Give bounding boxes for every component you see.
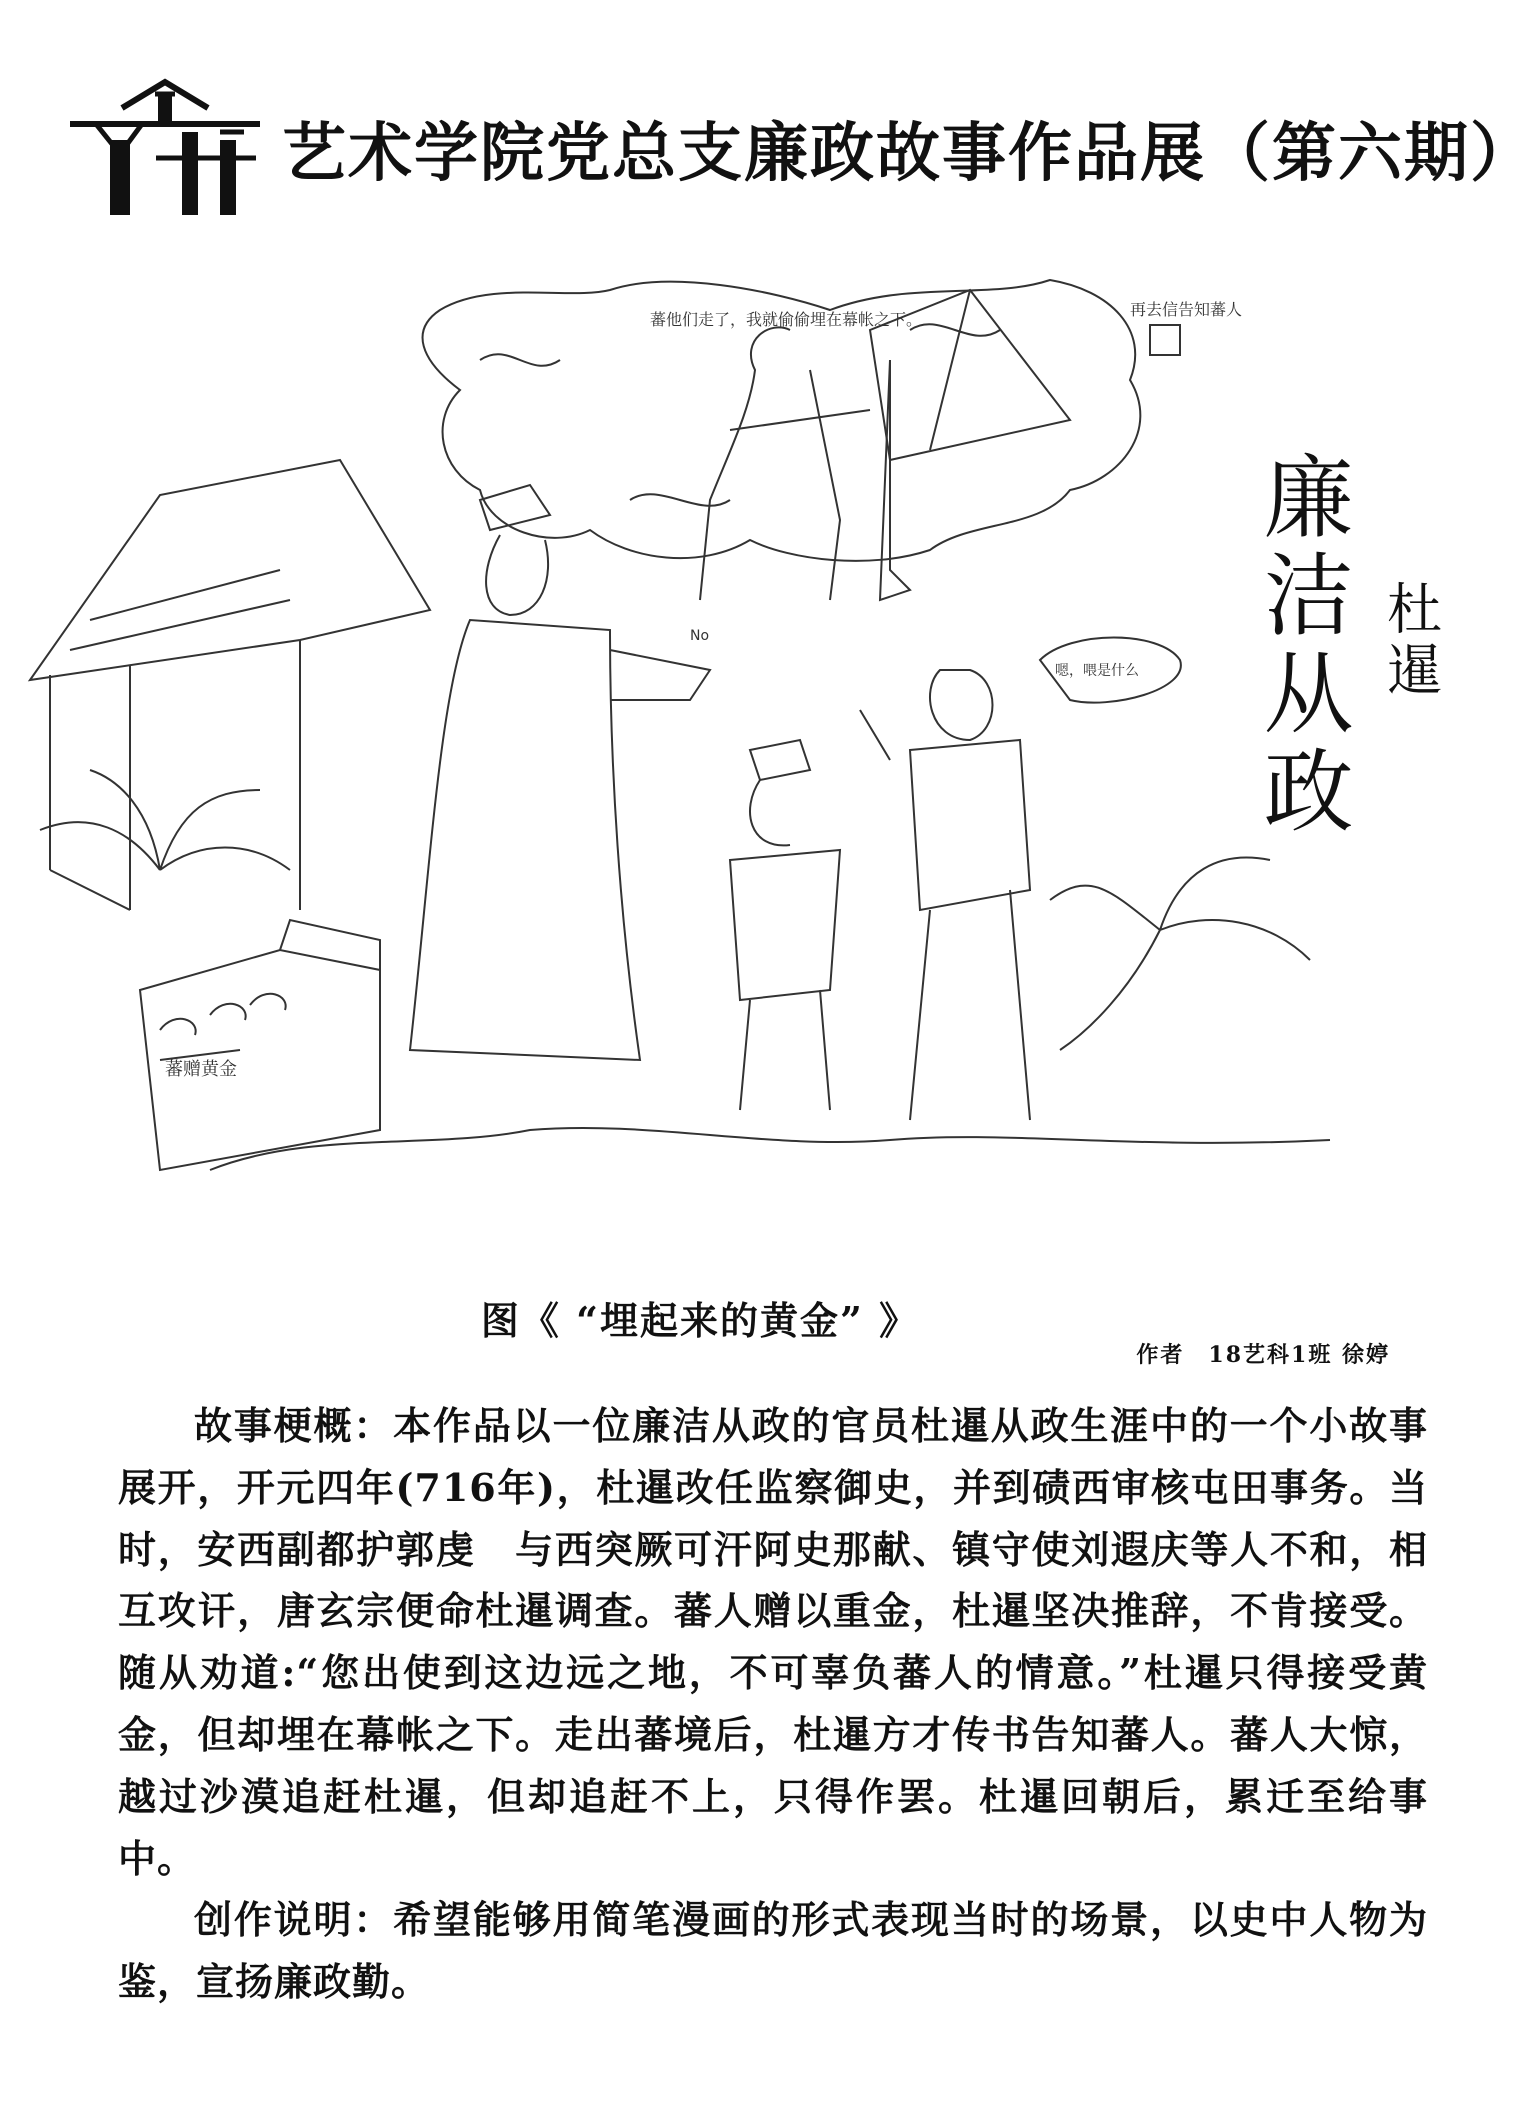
speech-top-right: 再去信告知蕃人 bbox=[1130, 300, 1243, 319]
sketch-illustration bbox=[10, 270, 1442, 1255]
house bbox=[30, 460, 430, 910]
chest-label: 蕃赠黄金 bbox=[165, 1059, 237, 1080]
soldier-with-shovel bbox=[700, 327, 910, 600]
figure-title: 图《 “埋起来的黄金” 》 bbox=[480, 1298, 920, 1343]
figure-author: 作者 18艺科1班 徐婷 bbox=[1136, 1342, 1390, 1368]
story-summary: 故事梗概：本作品以一位廉洁从政的官员杜暹从政生涯中的一个小故事展开，开元四年(716年)，杜暹改任监察御史，并到碛西审核屯田事务。当时，安西副都护郭虔 与西突厥可汗阿史那献、镇守使刘遐庆等人不和，相互攻讦，唐玄宗便命杜暹调查。蕃人赠以重金，杜暹坚决推辞，不肯接受。随从劝道:“您出使到这边远之地，不可辜负蕃人的情意。”杜暹只得接受黄金，但却埋在幕帐之下。走出蕃境后，杜暹方才传书告知蕃人。蕃人大惊，越过沙漠追赶杜暹，但却追赶不上，只得作罢。杜暹回朝后，累迁至给事中。 bbox=[118, 1403, 1428, 1881]
plant-right bbox=[1050, 858, 1310, 1050]
story-body bbox=[118, 1395, 1428, 2013]
speech-no: No bbox=[690, 628, 710, 644]
choice-box bbox=[1150, 325, 1180, 355]
ground bbox=[210, 1128, 1330, 1170]
page-header bbox=[70, 80, 1536, 220]
page-title: 艺术学院党总支廉政故事作品展（第六期） bbox=[282, 117, 1536, 191]
child-figure bbox=[730, 740, 840, 1110]
gate-building-logo-icon bbox=[70, 80, 260, 215]
speech-top-left: 蕃他们走了，我就偷偷埋在幕帐之下。 bbox=[650, 310, 923, 329]
gold-chest bbox=[140, 920, 380, 1170]
servant-figure bbox=[860, 670, 1030, 1120]
vertical-title: 廉洁从政 bbox=[1247, 450, 1353, 842]
creation-note: 创作说明：希望能够用简笔漫画的形式表现当时的场景，以史中人物为鉴，宣扬廉政勤。 bbox=[118, 1897, 1428, 2005]
name-label: 杜暹 bbox=[1378, 580, 1442, 702]
figure-caption bbox=[0, 1290, 1500, 1345]
plant-left bbox=[40, 770, 290, 870]
speech-box-text: 嗯，喂是什么 bbox=[1055, 663, 1139, 679]
official-figure bbox=[410, 485, 710, 1060]
